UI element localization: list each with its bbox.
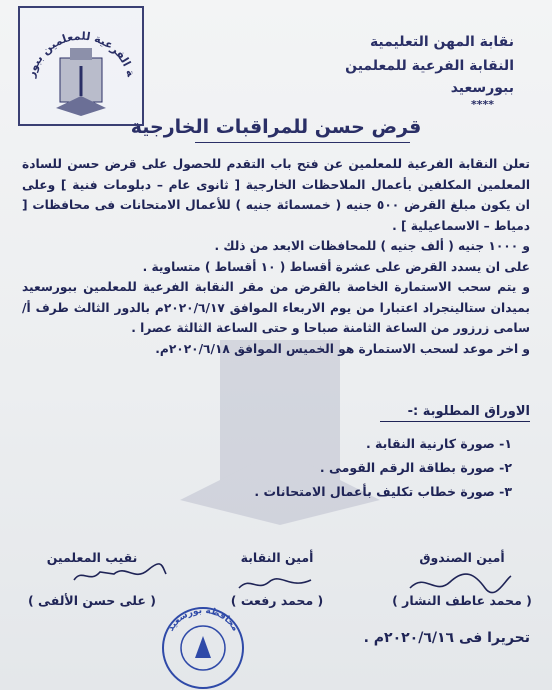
body-paragraph: و ١٠٠٠ جنيه ( ألف جنيه ) للمحافظات الابعد من ذلك . <box>214 239 530 253</box>
syndicate-logo <box>18 6 144 126</box>
body-paragraph: و اخر موعد لسحب الاستمارة هو الخميس الموافق ٢٠٢٠/٦/١٨م. <box>155 341 530 356</box>
requirements-title: الاوراق المطلوبة :- <box>407 404 530 419</box>
letterhead-line-1: نقابة المهن التعليمية <box>369 34 514 50</box>
requirements-underline <box>380 421 530 422</box>
body-paragraph: تعلن النقابة الفرعية للمعلمين عن فتح باب التقدم للحصول على قرض حسن للسادة المعلمين المكلفين بأعمال الملاحظات الخارجية [ ثانوى عام – دبلومات فنية ] وعلى ان يكون مبلغ القرض ٥٠٠ جنيه ( خمسمائة جنيه ) للأعمال الامتحانات فى محافظات [ دمياط – الاسماعيلية ] . <box>22 157 530 233</box>
secretary-name: ( محمد رفعت ) <box>230 593 324 608</box>
letterhead-line-3: ببورسعيد <box>450 80 514 96</box>
body-paragraph: و يتم سحب الاستمارة الخاصة بالقرض من مقر النقابة الفرعية للمعلمين ببورسعيد بميدان ستالينجراد اعتبارا من يوم الاربعاء الموافق ٢٠٢٠/٦/١٧م بالدور الثالث طرف أ/ سامى زرزور من الساعة الثامنة صباحا و حتى الساعة الثالثة عصرا . <box>22 280 530 335</box>
treasurer-handwritten-signature <box>405 570 515 598</box>
title-underline <box>195 142 410 143</box>
letterhead-stars: **** <box>470 98 494 111</box>
announcement-body <box>22 154 530 359</box>
svg-text:النقابة الفرعية للمعلمين ببورس: ة الفرعية للمعلمين ببور <box>24 29 138 79</box>
head-role: نقيب المعلمين <box>46 550 138 565</box>
treasurer-name: ( محمد عاطف النشار ) <box>392 593 532 608</box>
requirement-item: ٢- صورة بطاقة الرقم القومى . <box>319 460 512 475</box>
official-stamp <box>158 602 248 690</box>
document-title: قرض حسن للمراقبات الخارجية <box>130 116 422 138</box>
treasurer-role: أمين الصندوق <box>419 550 505 565</box>
head-name: ( على حسن الألفى ) <box>27 593 157 608</box>
logo-icon <box>20 8 142 124</box>
head-handwritten-signature <box>70 560 170 588</box>
document-date: تحريرا فى ٢٠٢٠/٦/١٦م . <box>363 630 530 646</box>
secretary-handwritten-signature <box>235 572 315 596</box>
requirement-item: ٣- صورة خطاب تكليف بأعمال الامتحانات . <box>254 484 512 499</box>
svg-text:محافظة بورسعيد: محافظة بورسعيد <box>166 605 240 634</box>
secretary-role: أمين النقابة <box>240 550 314 565</box>
requirements-list <box>254 432 512 504</box>
letterhead-line-2: النقابة الفرعية للمعلمين <box>345 58 514 74</box>
body-paragraph: على ان يسدد القرض على عشرة أقساط ( ١٠ أقساط ) متساوية . <box>142 259 530 274</box>
requirement-item: ١- صورة كارنية النقابة . <box>365 436 512 451</box>
